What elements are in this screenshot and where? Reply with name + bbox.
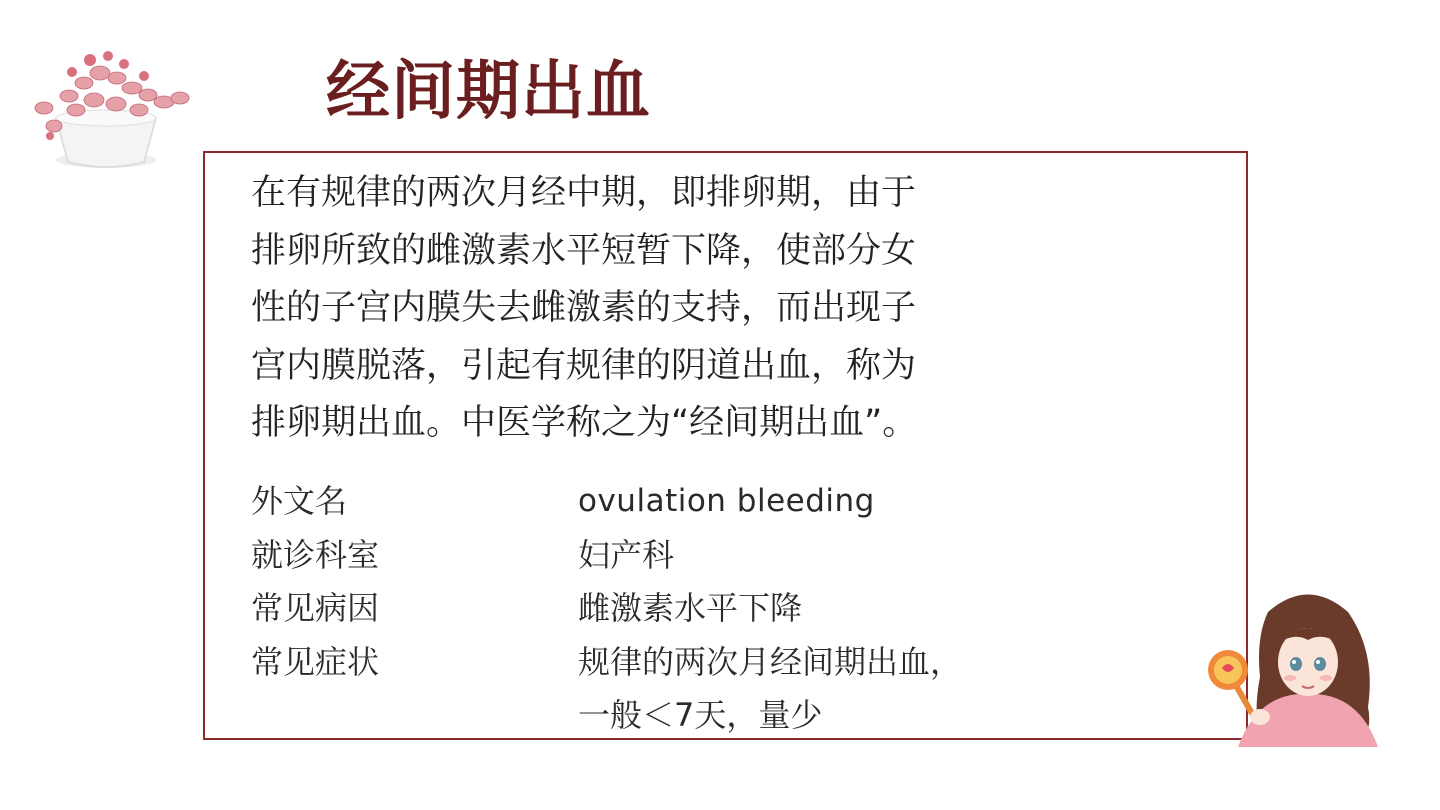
- info-value: 妇产科: [578, 535, 675, 574]
- info-table: [251, 475, 1211, 743]
- info-value: ovulation bleeding: [578, 483, 875, 519]
- info-row-cause: [251, 582, 1211, 636]
- info-row-department: [251, 529, 1211, 583]
- succulent-pot-illustration: [24, 38, 204, 178]
- info-label: 就诊科室: [251, 535, 380, 574]
- girl-with-mirror-illustration: [1198, 582, 1388, 747]
- info-row-symptom: [251, 636, 1211, 743]
- info-row-foreign-name: [251, 475, 1211, 529]
- description-paragraph: 在有规律的两次月经中期，即排卵期，由于 排卵所致的雌激素水平短暂下降，使部分女 性的子宫内膜失去雌激素的支持，而出现子 宫内膜脱落，引起有规律的阴道出血，称为 排卵期出血。中医学称之为“经间期出血”。: [251, 173, 918, 443]
- info-value: 雌激素水平下降: [578, 589, 803, 627]
- page-title: 经间期出血: [326, 55, 651, 129]
- content-card: [203, 151, 1248, 740]
- info-label: 常见病因: [251, 589, 380, 627]
- info-label: 常见症状: [251, 642, 380, 681]
- info-value: 规律的两次月经间期出血， 一般＜7天，量少: [578, 642, 963, 734]
- info-label: 外文名: [251, 482, 348, 520]
